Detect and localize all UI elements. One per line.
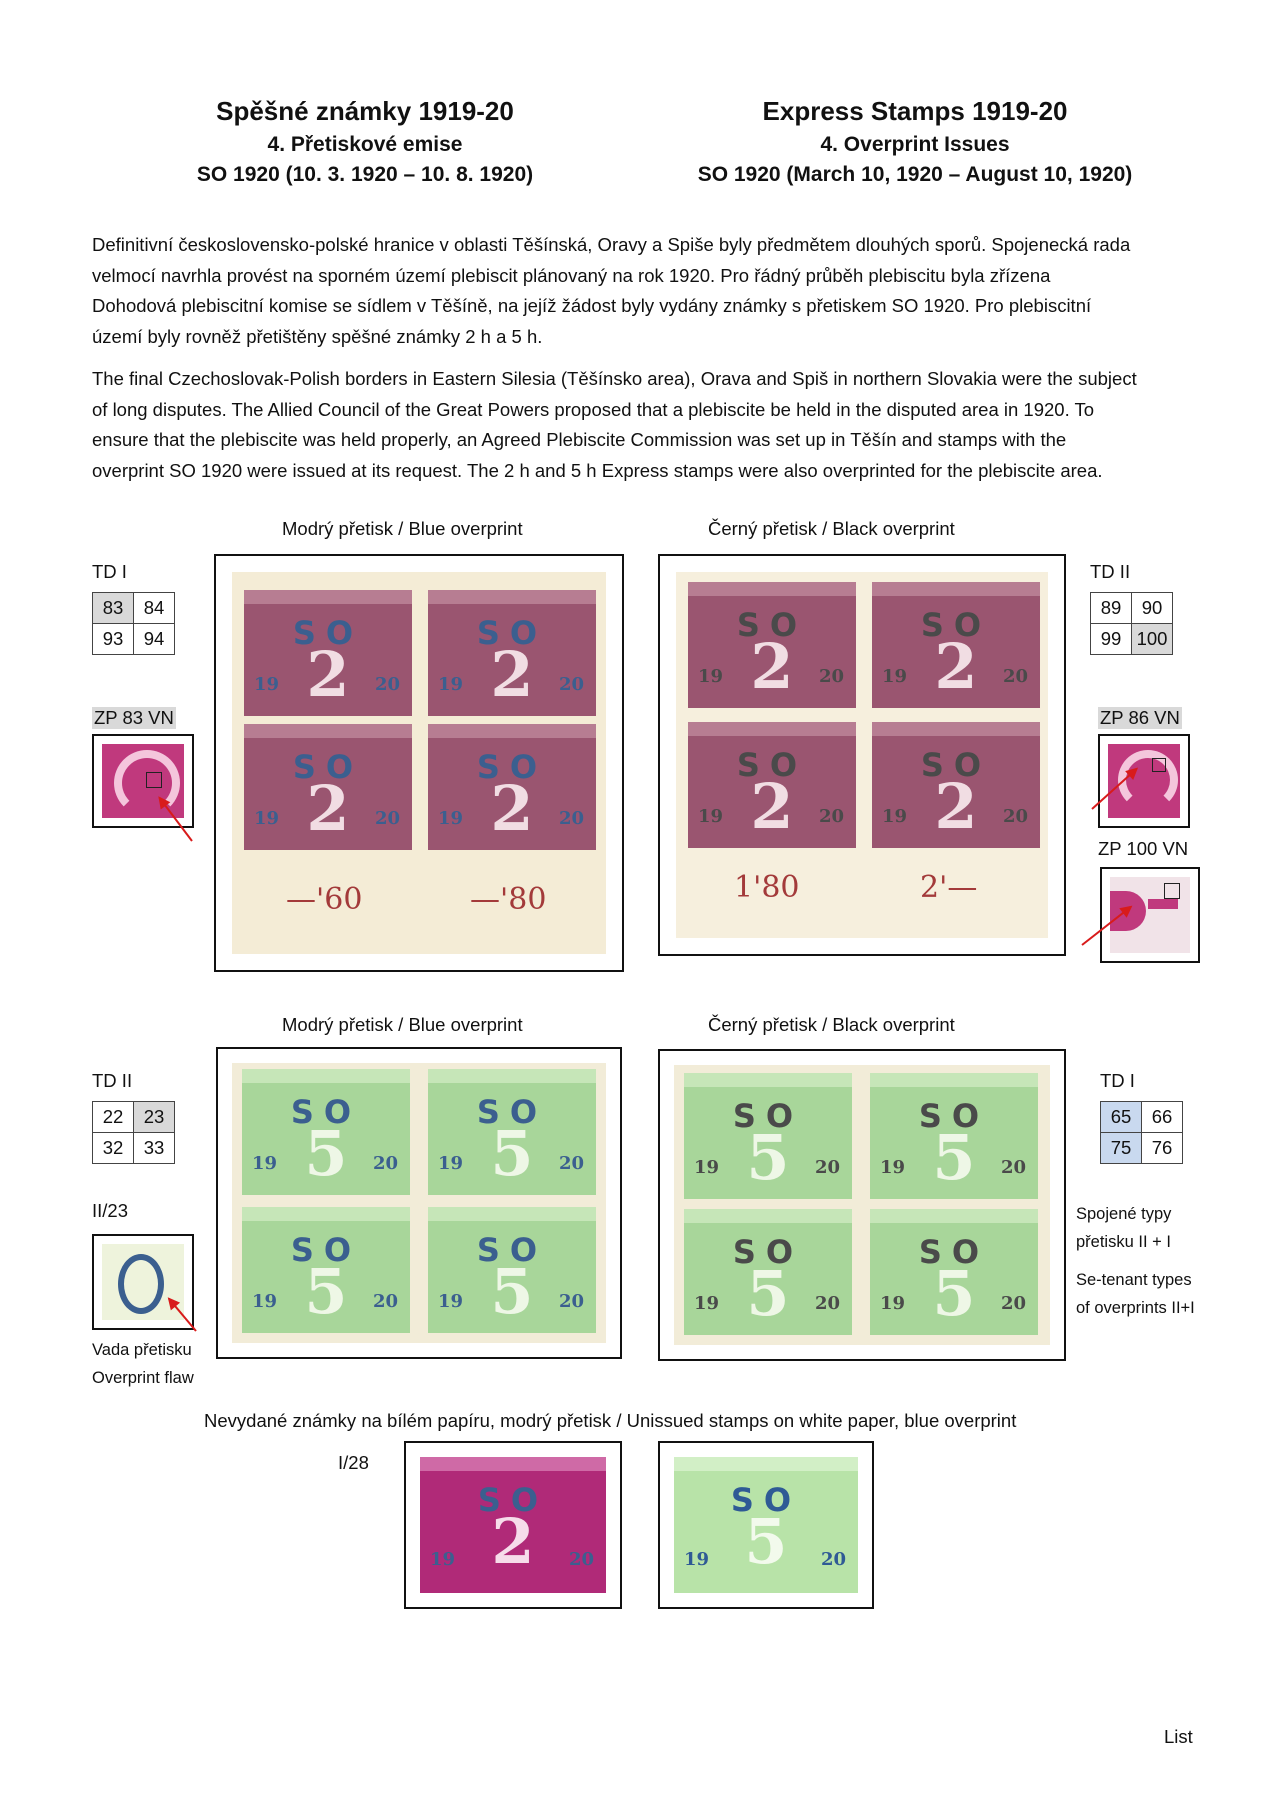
margin-number: 2'— <box>920 870 978 905</box>
unissued-label: I/28 <box>338 1452 369 1473</box>
stamp-value: 5 <box>490 1117 534 1190</box>
stamp <box>428 590 596 716</box>
overprint-so: SO <box>476 1093 548 1131</box>
type-table-left <box>92 1101 175 1164</box>
stamp <box>428 1069 596 1195</box>
overprint-year-right: 20 <box>1002 806 1028 827</box>
table-cell: 93 <box>93 624 134 655</box>
stamp <box>244 724 412 850</box>
margin-number: —'60 <box>286 882 363 917</box>
overprint-so: SO <box>918 1233 990 1271</box>
stamp-value: 2 <box>490 638 534 711</box>
overprint-year-left: 19 <box>880 1293 906 1314</box>
overprint-year-right: 20 <box>818 666 844 687</box>
paragraph-line: Definitivní československo-polské hranice v oblasti Těšínská, Oravy a Spiše byly předmětem dlouhých sporů. Spojenecká rada <box>92 234 1131 255</box>
stamp-value: 2 <box>490 772 534 845</box>
overprint-so: SO <box>292 748 364 786</box>
stamp-value: 2 <box>306 772 350 845</box>
caption-blue-overprint: Modrý přetisk / Blue overprint <box>282 1014 523 1035</box>
overprint-year-right: 20 <box>568 1549 594 1570</box>
overprint-so: SO <box>290 1231 362 1269</box>
scan-image <box>674 1065 1050 1345</box>
table-cell: 76 <box>1142 1133 1183 1164</box>
scan-image <box>232 1063 606 1343</box>
overprint-year-right: 20 <box>820 1549 846 1570</box>
setenant-note <box>1076 1200 1276 1322</box>
overprint-year-left: 19 <box>694 1157 720 1178</box>
overprint-year-left: 19 <box>438 1291 464 1312</box>
setenant-en-line: Se-tenant types <box>1076 1271 1192 1289</box>
overprint-year-left: 19 <box>882 666 908 687</box>
overprint-year-right: 20 <box>1000 1157 1026 1178</box>
stamp <box>428 1207 596 1333</box>
overprint-so: SO <box>476 748 548 786</box>
table-cell: 66 <box>1142 1102 1183 1133</box>
detail-image-zp100 <box>1100 867 1200 963</box>
caption-black-overprint: Černý přetisk / Black overprint <box>708 1014 955 1035</box>
overprint-year-left: 19 <box>252 1153 278 1174</box>
stamp <box>420 1457 606 1593</box>
stamp-value: 5 <box>746 1257 790 1330</box>
overprint-year-right: 20 <box>372 1153 398 1174</box>
stamp <box>244 590 412 716</box>
overprint-year-right: 20 <box>814 1157 840 1178</box>
table-cell: 94 <box>134 624 175 655</box>
stamp-value: 5 <box>932 1121 976 1194</box>
detail-scan <box>1108 744 1180 818</box>
td-left-label: TD I <box>92 561 127 582</box>
table-cell: 99 <box>1091 624 1132 655</box>
stamp-value: 2 <box>934 630 978 703</box>
overprint-so: SO <box>918 1097 990 1135</box>
overprint-year-left: 19 <box>698 806 724 827</box>
flaw-caption-cz: Vada přetisku <box>92 1341 192 1359</box>
detail-image-flaw <box>92 1234 194 1330</box>
zp-left-label: ZP 83 VN <box>94 707 174 728</box>
stamp <box>242 1069 410 1195</box>
scan-image <box>676 572 1048 938</box>
overprint-so: SO <box>476 614 548 652</box>
table-cell: 65 <box>1101 1102 1142 1133</box>
title-en: Express Stamps 1919-20 <box>762 96 1068 126</box>
overprint-so: SO <box>736 746 808 784</box>
overprint-so: SO <box>476 1231 548 1269</box>
overprint-year-left: 19 <box>438 674 464 695</box>
caption-blue-overprint: Modrý přetisk / Blue overprint <box>282 518 523 539</box>
margin-number: 1'80 <box>734 870 800 905</box>
stamp-block-black-2h <box>658 554 1066 956</box>
caption-unissued: Nevydané známky na bílém papíru, modrý přetisk / Unissued stamps on white paper, blue overprint <box>204 1410 1017 1431</box>
overprint-so: SO <box>736 606 808 644</box>
stamp <box>688 582 856 708</box>
stamp-value: 5 <box>304 1117 348 1190</box>
stamp <box>688 722 856 848</box>
stamp-value: 5 <box>932 1257 976 1330</box>
overprint-year-left: 19 <box>880 1157 906 1178</box>
td-left-label: TD II <box>92 1070 133 1091</box>
detail-image-zp83 <box>92 734 194 828</box>
flaw-caption-en: Overprint flaw <box>92 1369 194 1387</box>
overprint-year-right: 20 <box>814 1293 840 1314</box>
dates-en: SO 1920 (March 10, 1920 – August 10, 1920) <box>697 163 1133 186</box>
overprint-year-left: 19 <box>694 1293 720 1314</box>
dates-cz: SO 1920 (10. 3. 1920 – 10. 8. 1920) <box>196 163 534 186</box>
table-cell: 22 <box>93 1102 134 1133</box>
td-right-label: TD II <box>1090 561 1131 582</box>
title-cz: Spěšné známky 1919-20 <box>216 96 514 126</box>
stamp-value: 5 <box>490 1255 534 1328</box>
setenant-en-line: of overprints II+I <box>1076 1299 1195 1317</box>
paragraph-line: Dohodová plebiscitní komise se sídlem v Těšíně, na jejíž žádost byly vydány známky s přetiskem SO 1920. Pro plebiscitní <box>92 295 1092 316</box>
stamp <box>428 724 596 850</box>
detail-scan <box>102 744 184 818</box>
stamp-value: 2 <box>491 1505 535 1578</box>
type-table-right <box>1090 592 1173 655</box>
overprint-so: SO <box>730 1481 802 1519</box>
paragraph-line: území byly rovněž přetištěny spěšné známky 2 h a 5 h. <box>92 325 543 347</box>
overprint-year-right: 20 <box>372 1291 398 1312</box>
stamp-value: 5 <box>744 1505 788 1578</box>
overprint-year-left: 19 <box>684 1549 710 1570</box>
stamp <box>674 1457 858 1593</box>
overprint-so: SO <box>477 1481 549 1519</box>
paragraph-line: ensure that the plebiscite was held properly, an Agreed Plebiscite Commission was set up in Těšín and stamps with the <box>92 429 1067 450</box>
setenant-cz-line: přetisku II + I <box>1076 1233 1171 1251</box>
table-cell: 100 <box>1132 624 1173 655</box>
overprint-so: SO <box>920 746 992 784</box>
type-table-left <box>92 592 175 655</box>
zp-right-1-label: ZP 86 VN <box>1100 707 1180 728</box>
overprint-so: SO <box>292 614 364 652</box>
setenant-cz-line: Spojené typy <box>1076 1205 1172 1223</box>
overprint-so: SO <box>732 1233 804 1271</box>
paragraph-en <box>92 364 1222 486</box>
unissued-stamp-5h <box>658 1441 874 1609</box>
table-cell: 75 <box>1101 1133 1142 1164</box>
subtitle-en: 4. Overprint Issues <box>820 133 1010 156</box>
overprint-year-left: 19 <box>254 674 280 695</box>
flaw-label: II/23 <box>92 1200 128 1221</box>
table-cell: 89 <box>1091 593 1132 624</box>
type-table-right <box>1100 1101 1183 1164</box>
table-cell: 83 <box>93 593 134 624</box>
paragraph-cz <box>92 230 1222 352</box>
flaw-caption <box>92 1336 194 1392</box>
overprint-year-left: 19 <box>438 808 464 829</box>
page-footer: List <box>1164 1726 1193 1747</box>
scan-image <box>232 572 606 954</box>
table-cell: 23 <box>134 1102 175 1133</box>
subtitle-cz: 4. Přetiskové emise <box>267 133 463 156</box>
overprint-year-right: 20 <box>558 1153 584 1174</box>
overprint-year-left: 19 <box>882 806 908 827</box>
stamp <box>872 722 1040 848</box>
zp-right-2-label: ZP 100 VN <box>1098 838 1189 859</box>
stamp-value: 2 <box>750 630 794 703</box>
stamp-value: 5 <box>304 1255 348 1328</box>
stamp <box>870 1073 1038 1199</box>
overprint-year-right: 20 <box>558 808 584 829</box>
margin-number: —'80 <box>470 882 547 917</box>
overprint-year-right: 20 <box>558 1291 584 1312</box>
stamp-value: 2 <box>306 638 350 711</box>
overprint-year-right: 20 <box>818 806 844 827</box>
overprint-year-right: 20 <box>1000 1293 1026 1314</box>
overprint-so: SO <box>732 1097 804 1135</box>
paragraph-line: overprint SO 1920 were issued at its request. The 2 h and 5 h Express stamps were also overprinted for the plebiscite area. <box>92 459 1103 481</box>
table-cell: 90 <box>1132 593 1173 624</box>
detail-image-zp86 <box>1098 734 1190 828</box>
paragraph-line: of long disputes. The Allied Council of the Great Powers proposed that a plebiscite be held in the disputed area in 1920. To <box>92 398 1095 420</box>
paragraph-line: The final Czechoslovak-Polish borders in Eastern Silesia (Těšínsko area), Orava and Spiš in northern Slovakia were the subject <box>92 368 1137 389</box>
stamp <box>870 1209 1038 1335</box>
stamp <box>684 1073 852 1199</box>
overprint-year-left: 19 <box>698 666 724 687</box>
stamp <box>242 1207 410 1333</box>
overprint-year-right: 20 <box>1002 666 1028 687</box>
stamp-value: 5 <box>746 1121 790 1194</box>
overprint-year-right: 20 <box>374 808 400 829</box>
overprint-so: SO <box>290 1093 362 1131</box>
unissued-stamp-2h <box>404 1441 622 1609</box>
stamp-block-black-5h <box>658 1049 1066 1361</box>
overprint-year-left: 19 <box>252 1291 278 1312</box>
overprint-year-left: 19 <box>438 1153 464 1174</box>
stamp-value: 2 <box>934 770 978 843</box>
stamp <box>872 582 1040 708</box>
stamp-block-blue-2h <box>214 554 624 972</box>
stamp <box>684 1209 852 1335</box>
caption-black-overprint: Černý přetisk / Black overprint <box>708 518 955 539</box>
table-cell: 33 <box>134 1133 175 1164</box>
overprint-year-right: 20 <box>558 674 584 695</box>
stamp-block-blue-5h <box>216 1047 622 1359</box>
table-cell: 84 <box>134 593 175 624</box>
stamp-value: 2 <box>750 770 794 843</box>
overprint-year-left: 19 <box>430 1549 456 1570</box>
table-cell: 32 <box>93 1133 134 1164</box>
paragraph-line: velmocí navrhla provést na sporném území plebiscit plánovaný na rok 1920. Pro řádný průběh plebiscitu byla zřízena <box>92 264 1051 286</box>
td-right-label: TD I <box>1100 1070 1135 1091</box>
overprint-year-left: 19 <box>254 808 280 829</box>
overprint-year-right: 20 <box>374 674 400 695</box>
overprint-so: SO <box>920 606 992 644</box>
